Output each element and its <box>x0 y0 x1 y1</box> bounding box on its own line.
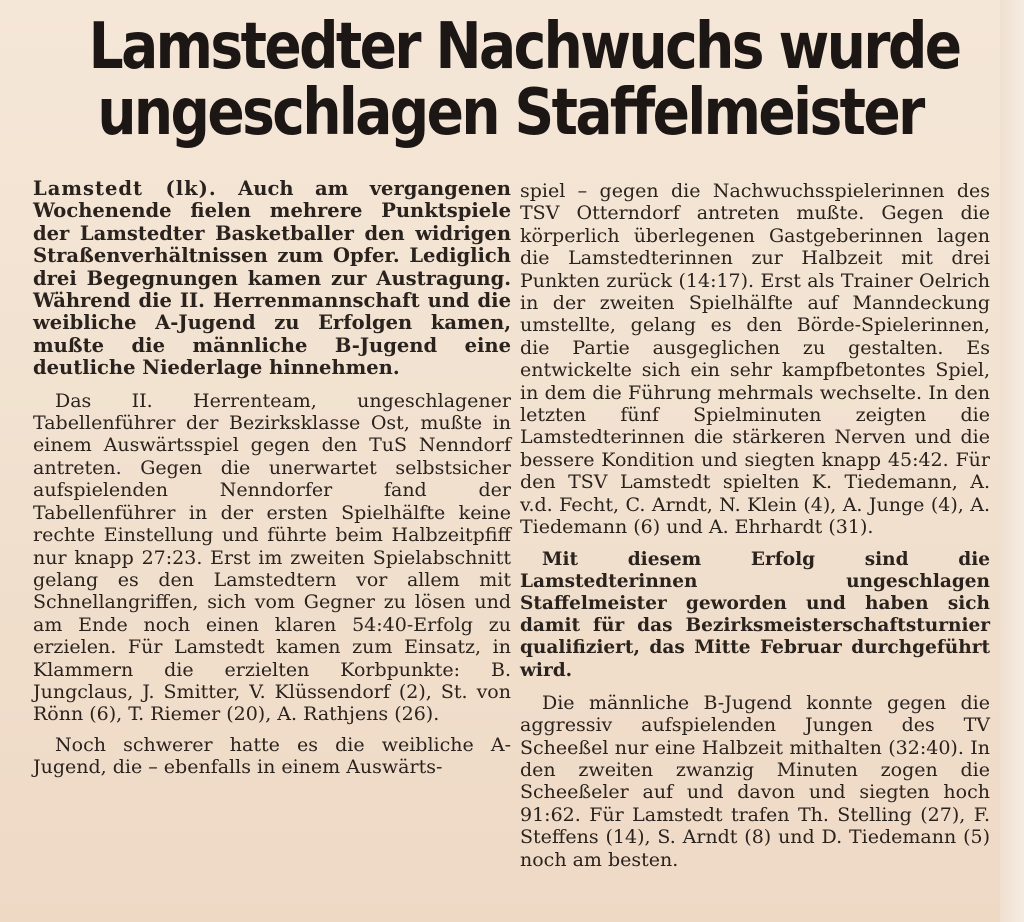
column-left <box>33 178 511 779</box>
scan-edge <box>1000 0 1024 922</box>
body-paragraph-1: Das II. Herrenteam, ungeschlagener Tabellenführer der Bezirksklasse Ost, mußte in einem Auswärtsspiel gegen den TuS Nenndorf antreten. Gegen die unerwartet selbstsicher aufspielenden Nenndorfer fand der Tabellenführer in der ersten Spielhälfte keine rechte Einstellung und führte beim Halbzeitpfiff nur knapp 27:23. Erst im zweiten Spielabschnitt gelang es den Lamstedtern vor allem mit Schnellangriffen, sich vom Gegner zu lösen und am Ende noch einen klaren 54:40-Erfolg zu erzielen. Für Lamstedt kamen zum Einsatz, in Klammern die erzielten Korbpunkte: B. Jungclaus, J. Smitter, V. Klüssendorf (2), St. von Rönn (6), T. Riemer (20), A. Rathjens (26). <box>33 389 511 726</box>
headline <box>88 10 960 150</box>
lead-paragraph <box>33 178 511 380</box>
headline-line-1: Lamstedter Nachwuchs wurde <box>88 10 960 84</box>
column-right <box>520 180 990 871</box>
dateline: Lamstedt (lk). <box>33 177 217 200</box>
body-paragraph-2-continued: spiel – gegen die Nachwuchsspielerinnen des TSV Otterndorf antreten mußte. Gegen die körperlich überlegenen Gastgeberinnen lagen die Lamstedterinnen zur Halbzeit mit drei Punkten zurück (14:17). Erst als Trainer Oelrich in der zweiten Spielhälfte auf Manndeckung umstellte, gelang es den Börde-Spielerinnen, die Partie ausgeglichen zu gestalten. Es entwickelte sich ein sehr kampfbetontes Spiel, in dem die Führung mehrmals wechselte. In den letzten fünf Spielminuten zeigten die Lamstedterinnen die stärkeren Nerven und die bessere Kondition und siegten knapp 45:42. Für den TSV Lamstedt spielten K. Tiedemann, A. v.d. Fecht, C. Arndt, N. Klein (4), A. Junge (4), A. Tiedemann (6) und A. Ehrhardt (31). <box>520 180 990 539</box>
bold-paragraph: Mit diesem Erfolg sind die Lamstedterinnen ungeschlagen Staffelmeister geworden und haben sich damit für das Bezirksmeisterschaftsturnier qualifiziert, das Mitte Februar durchgeführt wird. <box>520 548 990 681</box>
body-paragraph-2-start: Noch schwerer hatte es die weibliche A-Jugend, die – ebenfalls in einem Auswärts- <box>33 733 511 779</box>
headline-line-2: ungeschlagen Staffelmeister <box>97 76 923 150</box>
body-paragraph-4: Die männliche B-Jugend konnte gegen die aggressiv aufspielenden Jungen des TV Scheeßel nur eine Halbzeit mithalten (32:40). In den zweiten zwanzig Minuten zogen die Scheeßeler auf und davon und siegten hoch 91:62. Für Lamstedt trafen Th. Stelling (27), F. Steffens (14), S. Arndt (8) und D. Tiedemann (5) noch am besten. <box>520 691 990 871</box>
lead-text: Auch am vergangenen Wochenende fielen mehrere Punktspiele der Lamstedter Basketballer den widrigen Straßenverhältnissen zum Opfer. Lediglich drei Begegnungen kamen zur Austragung. Während die II. Herrenmannschaft und die weibliche A-Jugend zu Erfolgen kamen, mußte die männliche B-Jugend eine deutliche Niederlage hinnehmen. <box>33 177 511 380</box>
